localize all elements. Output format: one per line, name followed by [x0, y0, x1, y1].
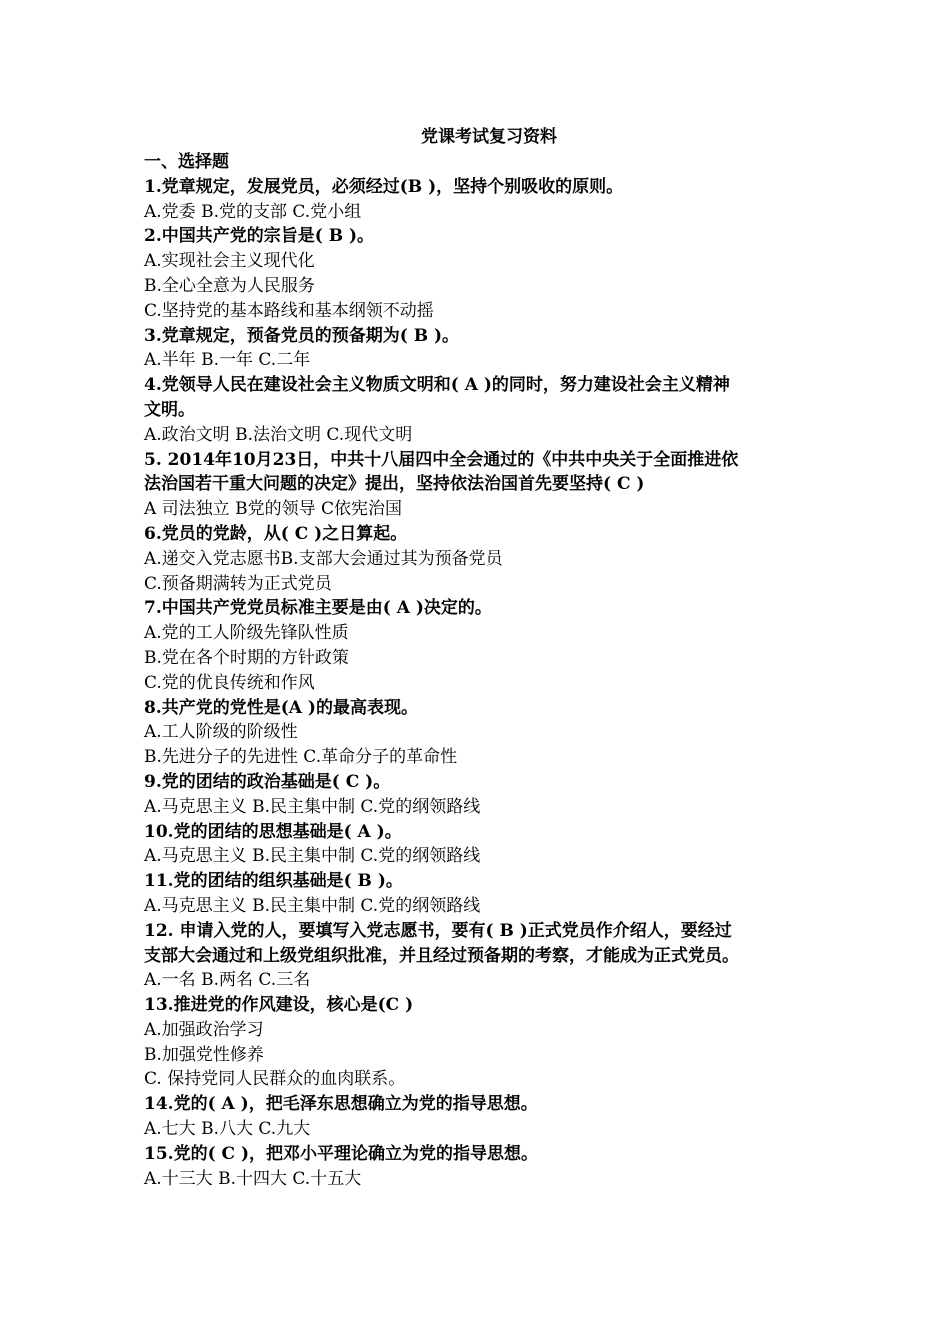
option-text: C. 保持党同人民群众的血肉联系。 [144, 1069, 406, 1090]
question-text: 15.党的( C )，把邓小平理论确立为党的指导思想。 [144, 1143, 539, 1164]
option-text: A.马克思主义 B.民主集中制 C.党的纲领路线 [144, 846, 481, 867]
document-body [144, 124, 824, 1191]
question-text: 6.党员的党龄，从( C )之日算起。 [144, 523, 408, 544]
option-text: A.递交入党志愿书B.支部大会通过其为预备党员 [144, 548, 503, 569]
question-text: 12. 申请入党的人，要填写入党志愿书，要有( B )正式党员作介绍人，要经过 [144, 920, 732, 941]
option-text: C.坚持党的基本路线和基本纲领不动摇 [144, 300, 434, 321]
option-text: A.一名 B.两名 C.三名 [144, 970, 311, 991]
option-text: A.马克思主义 B.民主集中制 C.党的纲领路线 [144, 895, 481, 916]
question-text: 8.共产党的党性是(A )的最高表现。 [144, 697, 418, 718]
option-text: A.实现社会主义现代化 [144, 251, 315, 272]
question-text: 11.党的团结的组织基础是( B )。 [144, 871, 403, 892]
option-text: A.七大 B.八大 C.九大 [144, 1119, 311, 1140]
question-text: 14.党的( A )，把毛泽东思想确立为党的指导思想。 [144, 1094, 538, 1115]
option-text: A.政治文明 B.法治文明 C.现代文明 [144, 424, 413, 445]
question-text: 法治国若干重大问题的决定》提出，坚持依法治国首先要坚持( C ) [144, 474, 645, 495]
option-text: B.全心全意为人民服务 [144, 275, 315, 296]
option-text: C.预备期满转为正式党员 [144, 573, 332, 594]
question-text: 13.推进党的作风建设，核心是(C ) [144, 995, 414, 1016]
question-text: 支部大会通过和上级党组织批准，并且经过预备期的考察，才能成为正式党员。 [144, 945, 739, 966]
option-text: A.党委 B.党的支部 C.党小组 [144, 201, 362, 222]
option-text: A.半年 B.一年 C.二年 [144, 350, 311, 371]
option-text: A.工人阶级的阶级性 [144, 722, 298, 743]
question-text: 10.党的团结的思想基础是( A )。 [144, 821, 402, 842]
option-text: B.先进分子的先进性 C.革命分子的革命性 [144, 747, 458, 768]
option-text: B.党在各个时期的方针政策 [144, 647, 349, 668]
question-text: 4.党领导人民在建设社会主义物质文明和( A )的同时，努力建设社会主义精神 [144, 375, 730, 396]
document-title: 党课考试复习资料 [421, 127, 557, 147]
question-text: 2.中国共产党的宗旨是( B )。 [144, 226, 375, 247]
question-text: 7.中国共产党党员标准主要是由( A )决定的。 [144, 598, 492, 619]
option-text: A.党的工人阶级先锋队性质 [144, 623, 349, 644]
question-text: 5. 2014年10月23日，中共十八届四中全会通过的《中共中央关于全面推进依 [144, 449, 739, 470]
question-text: 1.党章规定，发展党员，必须经过(B )，坚持个别吸收的原则。 [144, 176, 624, 197]
option-text: C.党的优良传统和作风 [144, 672, 315, 693]
question-text: 3.党章规定，预备党员的预备期为( B )。 [144, 325, 460, 346]
option-text: B.加强党性修养 [144, 1044, 264, 1065]
section-heading: 一、选择题 [144, 152, 229, 172]
question-list [144, 175, 824, 1192]
option-text: A 司法独立 B党的领导 C依宪治国 [144, 499, 402, 520]
option-text: A.十三大 B.十四大 C.十五大 [144, 1168, 362, 1189]
question-text: 9.党的团结的政治基础是( C )。 [144, 771, 391, 792]
option-text: A.加强政治学习 [144, 1019, 264, 1040]
question-text: 文明。 [144, 399, 195, 420]
option-text: A.马克思主义 B.民主集中制 C.党的纲领路线 [144, 796, 481, 817]
